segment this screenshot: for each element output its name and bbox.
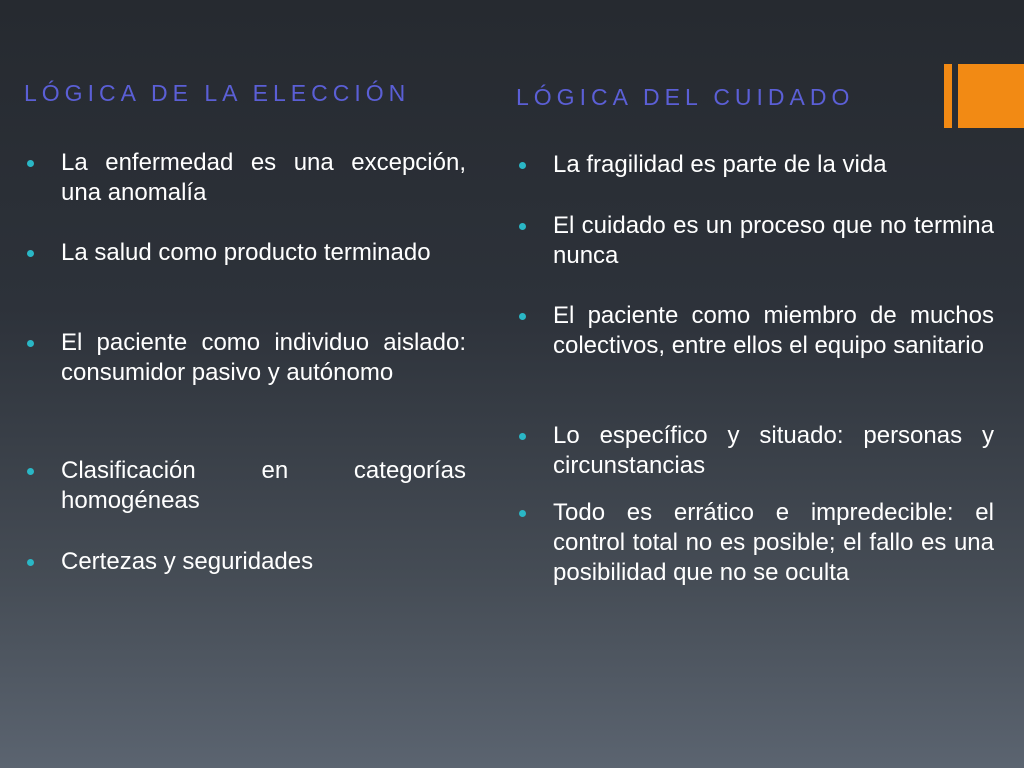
list-item-text: La enfermedad es una excepción, una anomalía — [61, 149, 466, 206]
bullet-dot-icon — [519, 433, 526, 440]
list-item — [24, 547, 466, 577]
right-heading: LÓGICA DEL CUIDADO — [516, 84, 855, 110]
list-item — [516, 301, 994, 361]
list-item — [516, 421, 994, 481]
list-item — [516, 211, 994, 271]
bullet-dot-icon — [519, 223, 526, 230]
list-item — [24, 456, 466, 516]
list-item-text: El paciente como individuo aislado: consumidor pasivo y autónomo — [61, 329, 466, 386]
bullet-dot-icon — [519, 162, 526, 169]
list-item-text: Todo es errático e impredecible: el control total no es posible; el fallo es una posibilidad que no se oculta — [553, 499, 994, 586]
bullet-dot-icon — [27, 160, 34, 167]
list-item-text: Clasificación en categorías homogéneas — [61, 457, 466, 514]
list-item — [24, 238, 466, 268]
list-item — [24, 328, 466, 388]
accent-bar-wide — [958, 64, 1024, 128]
left-heading: LÓGICA DE LA ELECCIÓN — [24, 80, 411, 106]
list-item-text: Lo específico y situado: personas y circunstancias — [553, 422, 994, 479]
list-item — [516, 498, 994, 588]
accent-bar-thin — [944, 64, 952, 128]
bullet-dot-icon — [27, 559, 34, 566]
bullet-dot-icon — [27, 468, 34, 475]
bullet-dot-icon — [519, 313, 526, 320]
list-item — [24, 148, 466, 208]
list-item-text: Certezas y seguridades — [61, 548, 314, 575]
bullet-dot-icon — [519, 510, 526, 517]
bullet-dot-icon — [27, 250, 34, 257]
list-item-text: El cuidado es un proceso que no termina nunca — [553, 212, 994, 269]
bullet-dot-icon — [27, 340, 34, 347]
list-item — [516, 150, 994, 180]
list-item-text: La fragilidad es parte de la vida — [553, 151, 887, 178]
list-item-text: La salud como producto terminado — [61, 239, 431, 266]
list-item-text: El paciente como miembro de muchos colectivos, entre ellos el equipo sanitario — [553, 302, 994, 359]
